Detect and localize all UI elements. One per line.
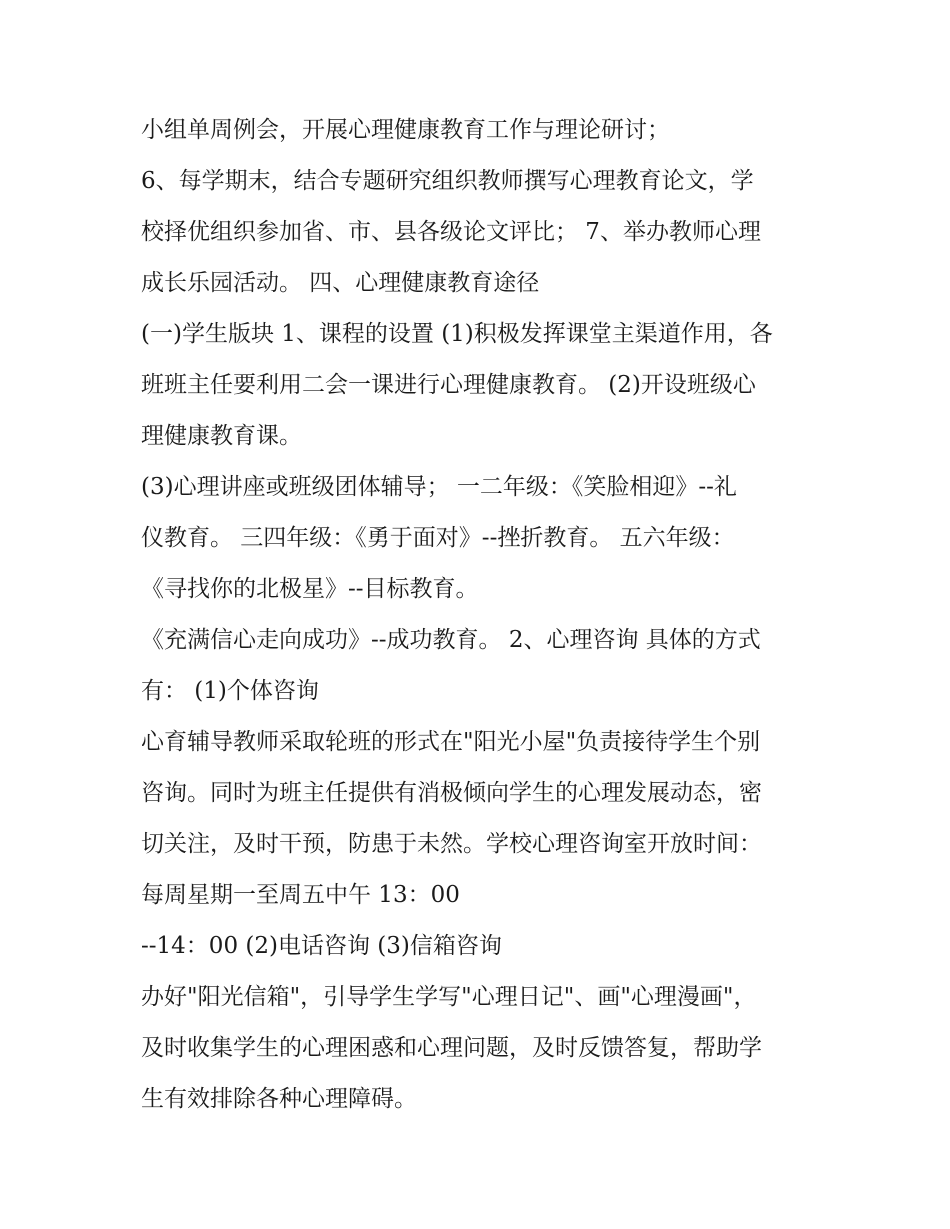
text-line: 生有效排除各种心理障碍。 <box>141 1086 417 1112</box>
text-line: --14：00 (2)电话咨询 (3)信箱咨询 <box>141 933 502 959</box>
text-line: 《寻找你的北极星》--目标教育。 <box>141 576 479 602</box>
text-line: (一)学生版块 1、课程的设置 (1)积极发挥课堂主渠道作用，各 <box>141 321 773 347</box>
text-line: 每周星期一至周五中午 13：00 <box>141 882 460 908</box>
text-line: 理健康教育课。 <box>141 423 302 449</box>
text-line: 校择优组织参加省、市、县各级论文评比； 7、举办教师心理 <box>141 219 761 245</box>
text-line: 及时收集学生的心理困惑和心理问题，及时反馈答复，帮助学 <box>141 1035 762 1061</box>
text-line: 成长乐园活动。 四、心理健康教育途径 <box>141 270 540 296</box>
text-line: 心育辅导教师采取轮班的形式在"阳光小屋"负责接待学生个别 <box>141 729 761 755</box>
text-line: 仪教育。 三四年级：《勇于面对》--挫折教育。 五六年级： <box>141 525 735 551</box>
body-text <box>141 105 821 1125</box>
text-line: 《充满信心走向成功》--成功教育。 2、心理咨询 具体的方式 <box>141 627 761 653</box>
text-line: 办好"阳光信箱"，引导学生学写"心理日记"、画"心理漫画"， <box>141 984 757 1010</box>
text-line: 小组单周例会，开展心理健康教育工作与理论研讨； <box>141 117 670 143</box>
text-line: 切关注，及时干预，防患于未然。学校心理咨询室开放时间： <box>141 831 762 857</box>
text-line: (3)心理讲座或班级团体辅导； 一二年级：《笑脸相迎》--礼 <box>141 474 737 500</box>
text-line: 有： (1)个体咨询 <box>141 678 319 704</box>
text-line: 6、每学期末，结合专题研究组织教师撰写心理教育论文，学 <box>141 168 754 194</box>
text-line: 咨询。同时为班主任提供有消极倾向学生的心理发展动态，密 <box>141 780 762 806</box>
text-line: 班班主任要利用二会一课进行心理健康教育。 (2)开设班级心 <box>141 372 756 398</box>
